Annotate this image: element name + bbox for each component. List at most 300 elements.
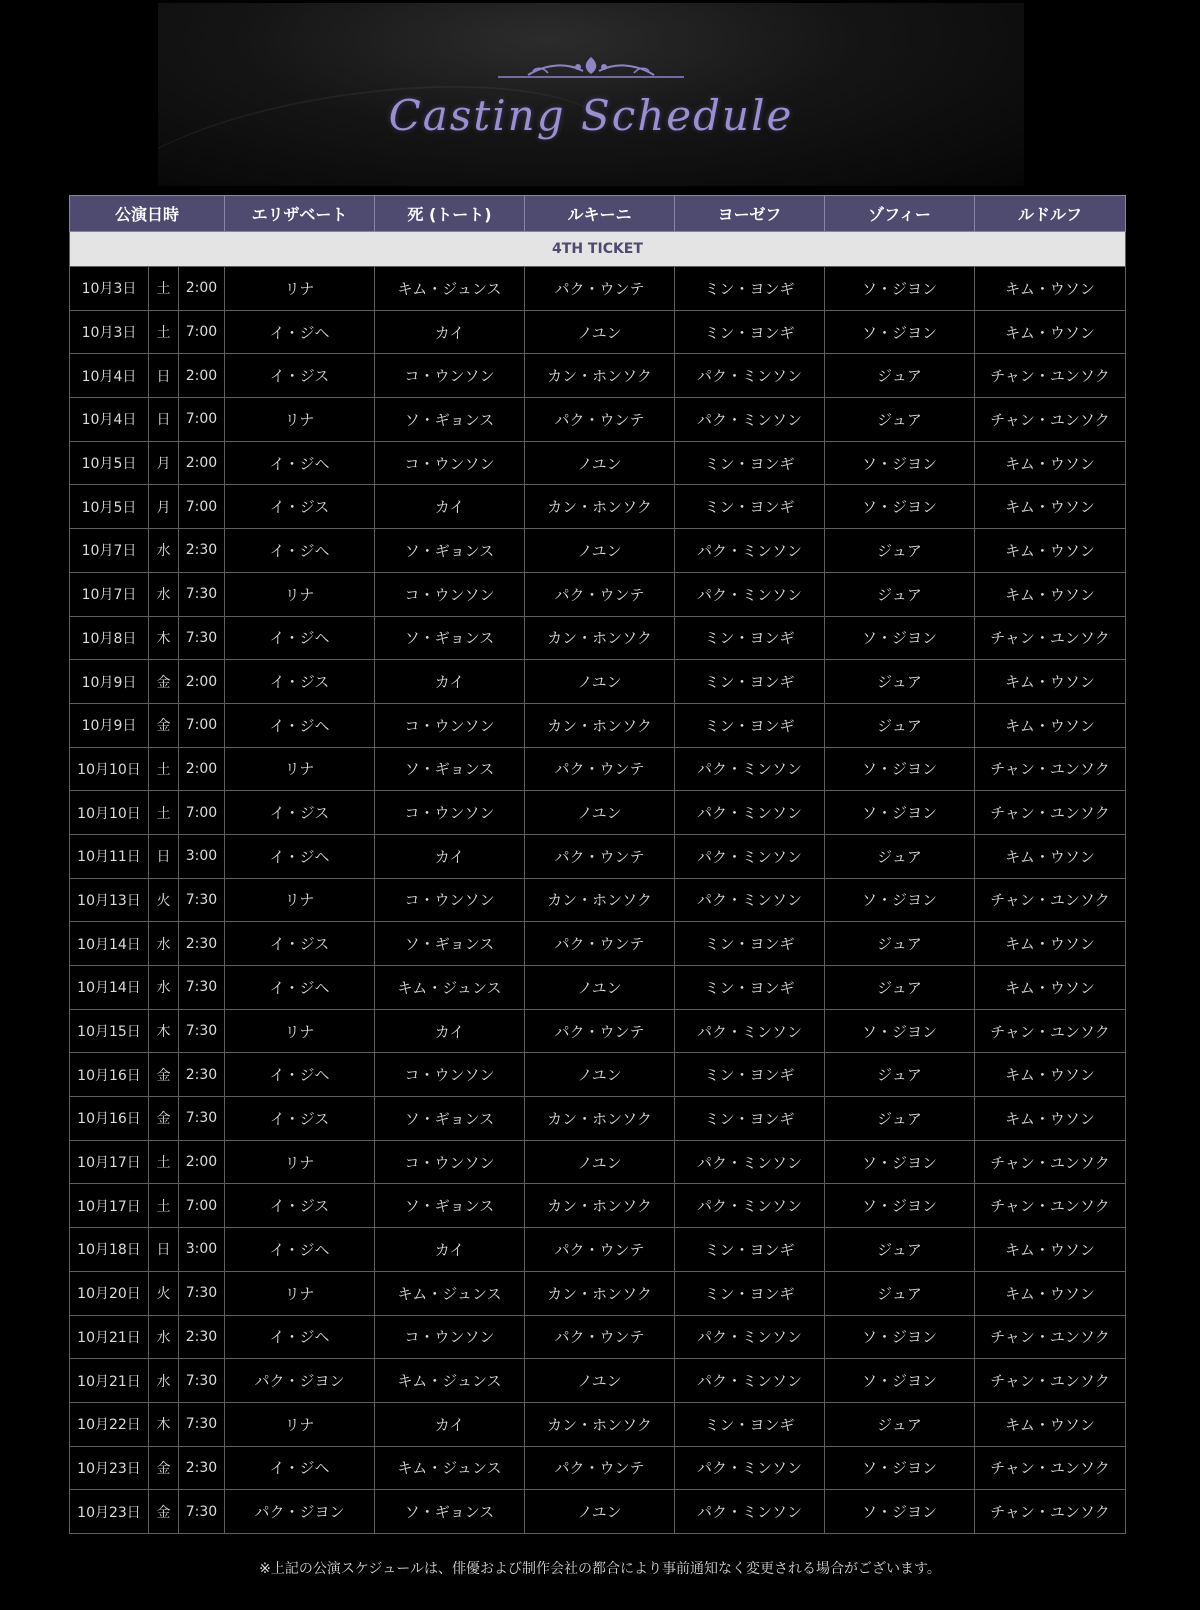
cell-time: 2:00 bbox=[179, 660, 225, 704]
cell-lucheni: ノユン bbox=[525, 1053, 675, 1097]
cell-rudolf: キム・ウソン bbox=[975, 1097, 1126, 1141]
cell-date: 10月4日 bbox=[70, 354, 149, 398]
cell-elisabeth: イ・ジス bbox=[225, 660, 375, 704]
cell-franz-joseph: ミン・ヨンギ bbox=[675, 703, 825, 747]
cell-lucheni: ノユン bbox=[525, 1490, 675, 1534]
cell-day: 土 bbox=[149, 1184, 179, 1228]
casting-schedule-table bbox=[69, 195, 1126, 1534]
cell-day: 日 bbox=[149, 354, 179, 398]
cell-lucheni: ノユン bbox=[525, 310, 675, 354]
cell-day: 金 bbox=[149, 703, 179, 747]
header-datetime: 公演日時 bbox=[70, 196, 225, 232]
cell-elisabeth: イ・ジス bbox=[225, 922, 375, 966]
cell-day: 金 bbox=[149, 1053, 179, 1097]
cell-day: 水 bbox=[149, 1359, 179, 1403]
cell-franz-joseph: パク・ミンソン bbox=[675, 1184, 825, 1228]
cell-franz-joseph: パク・ミンソン bbox=[675, 1009, 825, 1053]
cell-day: 金 bbox=[149, 1490, 179, 1534]
cell-time: 2:00 bbox=[179, 747, 225, 791]
cell-franz-joseph: パク・ミンソン bbox=[675, 1140, 825, 1184]
cell-lucheni: ノユン bbox=[525, 1359, 675, 1403]
cell-sophie: ソ・ジヨン bbox=[825, 1490, 975, 1534]
cell-tod: コ・ウンソン bbox=[375, 441, 525, 485]
cell-tod: ソ・ギョンス bbox=[375, 616, 525, 660]
table-row bbox=[70, 267, 1126, 311]
section-row bbox=[70, 232, 1126, 267]
cell-date: 10月7日 bbox=[70, 529, 149, 573]
cell-elisabeth: イ・ジス bbox=[225, 1097, 375, 1141]
cell-elisabeth: リナ bbox=[225, 878, 375, 922]
cell-date: 10月21日 bbox=[70, 1359, 149, 1403]
flourish-ornament-icon bbox=[498, 53, 684, 83]
table-row bbox=[70, 660, 1126, 704]
cell-lucheni: パク・ウンテ bbox=[525, 1446, 675, 1490]
cell-franz-joseph: ミン・ヨンギ bbox=[675, 660, 825, 704]
cell-tod: カイ bbox=[375, 1009, 525, 1053]
table-row bbox=[70, 1446, 1126, 1490]
cell-date: 10月17日 bbox=[70, 1184, 149, 1228]
cell-day: 木 bbox=[149, 1009, 179, 1053]
cell-franz-joseph: パク・ミンソン bbox=[675, 1490, 825, 1534]
cell-time: 7:00 bbox=[179, 485, 225, 529]
cell-rudolf: キム・ウソン bbox=[975, 1053, 1126, 1097]
cell-elisabeth: イ・ジヘ bbox=[225, 529, 375, 573]
cell-tod: ソ・ギョンス bbox=[375, 922, 525, 966]
table-row bbox=[70, 791, 1126, 835]
cell-time: 7:00 bbox=[179, 310, 225, 354]
table-body bbox=[70, 232, 1126, 1534]
cell-lucheni: カン・ホンソク bbox=[525, 616, 675, 660]
cell-rudolf: チャン・ユンソク bbox=[975, 354, 1126, 398]
cell-elisabeth: イ・ジヘ bbox=[225, 1446, 375, 1490]
cell-lucheni: パク・ウンテ bbox=[525, 267, 675, 311]
cell-lucheni: ノユン bbox=[525, 791, 675, 835]
cell-time: 7:30 bbox=[179, 1490, 225, 1534]
cell-date: 10月22日 bbox=[70, 1402, 149, 1446]
cell-date: 10月14日 bbox=[70, 966, 149, 1010]
cell-date: 10月17日 bbox=[70, 1140, 149, 1184]
cell-time: 7:30 bbox=[179, 966, 225, 1010]
cell-date: 10月8日 bbox=[70, 616, 149, 660]
table-row bbox=[70, 398, 1126, 442]
cell-tod: ソ・ギョンス bbox=[375, 747, 525, 791]
cell-tod: コ・ウンソン bbox=[375, 354, 525, 398]
cell-rudolf: キム・ウソン bbox=[975, 660, 1126, 704]
cell-franz-joseph: ミン・ヨンギ bbox=[675, 1097, 825, 1141]
cell-elisabeth: イ・ジス bbox=[225, 1184, 375, 1228]
table-header-row bbox=[70, 196, 1126, 232]
cell-franz-joseph: ミン・ヨンギ bbox=[675, 267, 825, 311]
cell-rudolf: キム・ウソン bbox=[975, 1228, 1126, 1272]
cell-tod: コ・ウンソン bbox=[375, 1053, 525, 1097]
table-row bbox=[70, 1490, 1126, 1534]
table-row bbox=[70, 441, 1126, 485]
cell-sophie: ジュア bbox=[825, 398, 975, 442]
cell-elisabeth: イ・ジヘ bbox=[225, 441, 375, 485]
cell-rudolf: キム・ウソン bbox=[975, 267, 1126, 311]
banner-title: Casting Schedule bbox=[388, 91, 794, 140]
cell-time: 7:30 bbox=[179, 1271, 225, 1315]
table-row bbox=[70, 1228, 1126, 1272]
cell-franz-joseph: ミン・ヨンギ bbox=[675, 1402, 825, 1446]
cell-time: 2:00 bbox=[179, 441, 225, 485]
cell-date: 10月14日 bbox=[70, 922, 149, 966]
cell-elisabeth: パク・ジヨン bbox=[225, 1490, 375, 1534]
cell-franz-joseph: ミン・ヨンギ bbox=[675, 485, 825, 529]
cell-time: 3:00 bbox=[179, 834, 225, 878]
cell-franz-joseph: ミン・ヨンギ bbox=[675, 966, 825, 1010]
cell-franz-joseph: ミン・ヨンギ bbox=[675, 616, 825, 660]
cell-sophie: ソ・ジヨン bbox=[825, 1009, 975, 1053]
cell-lucheni: パク・ウンテ bbox=[525, 1009, 675, 1053]
cell-time: 7:00 bbox=[179, 1184, 225, 1228]
cell-sophie: ジュア bbox=[825, 354, 975, 398]
cell-day: 金 bbox=[149, 1446, 179, 1490]
cell-date: 10月5日 bbox=[70, 485, 149, 529]
cell-day: 木 bbox=[149, 616, 179, 660]
section-label: 4TH TICKET bbox=[70, 232, 1126, 267]
cell-elisabeth: イ・ジヘ bbox=[225, 834, 375, 878]
cell-sophie: ソ・ジヨン bbox=[825, 747, 975, 791]
cell-tod: キム・ジュンス bbox=[375, 1446, 525, 1490]
cell-franz-joseph: パク・ミンソン bbox=[675, 791, 825, 835]
cell-time: 2:00 bbox=[179, 1140, 225, 1184]
table-row bbox=[70, 1184, 1126, 1228]
cell-time: 3:00 bbox=[179, 1228, 225, 1272]
cell-franz-joseph: ミン・ヨンギ bbox=[675, 1053, 825, 1097]
cell-rudolf: キム・ウソン bbox=[975, 1402, 1126, 1446]
cell-time: 7:30 bbox=[179, 1402, 225, 1446]
cell-time: 2:30 bbox=[179, 1446, 225, 1490]
cell-lucheni: パク・ウンテ bbox=[525, 398, 675, 442]
cell-lucheni: カン・ホンソク bbox=[525, 878, 675, 922]
cell-elisabeth: リナ bbox=[225, 267, 375, 311]
cell-day: 水 bbox=[149, 922, 179, 966]
cell-sophie: ソ・ジヨン bbox=[825, 1359, 975, 1403]
cell-lucheni: カン・ホンソク bbox=[525, 1271, 675, 1315]
cell-tod: カイ bbox=[375, 1228, 525, 1272]
cell-sophie: ジュア bbox=[825, 1228, 975, 1272]
table-row bbox=[70, 354, 1126, 398]
cell-time: 7:00 bbox=[179, 398, 225, 442]
cell-elisabeth: イ・ジヘ bbox=[225, 1053, 375, 1097]
cell-tod: コ・ウンソン bbox=[375, 1140, 525, 1184]
cell-rudolf: チャン・ユンソク bbox=[975, 398, 1126, 442]
cell-elisabeth: イ・ジス bbox=[225, 485, 375, 529]
cell-date: 10月3日 bbox=[70, 267, 149, 311]
cell-tod: ソ・ギョンス bbox=[375, 1490, 525, 1534]
cell-tod: ソ・ギョンス bbox=[375, 529, 525, 573]
table-row bbox=[70, 1097, 1126, 1141]
cell-rudolf: チャン・ユンソク bbox=[975, 1490, 1126, 1534]
table-row bbox=[70, 747, 1126, 791]
cell-day: 木 bbox=[149, 1402, 179, 1446]
cell-lucheni: ノユン bbox=[525, 1140, 675, 1184]
table-row bbox=[70, 1009, 1126, 1053]
cell-sophie: ソ・ジヨン bbox=[825, 1315, 975, 1359]
cell-sophie: ジュア bbox=[825, 1097, 975, 1141]
table-row bbox=[70, 1271, 1126, 1315]
cell-time: 7:30 bbox=[179, 1359, 225, 1403]
cell-sophie: ジュア bbox=[825, 1053, 975, 1097]
cell-sophie: ソ・ジヨン bbox=[825, 485, 975, 529]
cell-elisabeth: リナ bbox=[225, 572, 375, 616]
table-row bbox=[70, 703, 1126, 747]
cell-lucheni: カン・ホンソク bbox=[525, 703, 675, 747]
cell-date: 10月7日 bbox=[70, 572, 149, 616]
cell-date: 10月16日 bbox=[70, 1097, 149, 1141]
cell-sophie: ソ・ジヨン bbox=[825, 267, 975, 311]
cell-tod: コ・ウンソン bbox=[375, 791, 525, 835]
cell-time: 2:30 bbox=[179, 529, 225, 573]
cell-elisabeth: イ・ジヘ bbox=[225, 1228, 375, 1272]
cell-day: 日 bbox=[149, 834, 179, 878]
cell-rudolf: チャン・ユンソク bbox=[975, 1359, 1126, 1403]
table-row bbox=[70, 1315, 1126, 1359]
cell-elisabeth: イ・ジヘ bbox=[225, 966, 375, 1010]
cell-lucheni: パク・ウンテ bbox=[525, 747, 675, 791]
cell-franz-joseph: パク・ミンソン bbox=[675, 572, 825, 616]
cell-rudolf: キム・ウソン bbox=[975, 1271, 1126, 1315]
cell-date: 10月21日 bbox=[70, 1315, 149, 1359]
cell-lucheni: ノユン bbox=[525, 966, 675, 1010]
header-rudolf: ルドルフ bbox=[975, 196, 1126, 232]
table-row bbox=[70, 1053, 1126, 1097]
table-row bbox=[70, 1359, 1126, 1403]
cell-day: 土 bbox=[149, 310, 179, 354]
table-row bbox=[70, 616, 1126, 660]
cell-sophie: ジュア bbox=[825, 922, 975, 966]
cell-rudolf: チャン・ユンソク bbox=[975, 1009, 1126, 1053]
header-lucheni: ルキーニ bbox=[525, 196, 675, 232]
header-franz-joseph: ヨーゼフ bbox=[675, 196, 825, 232]
cell-tod: カイ bbox=[375, 485, 525, 529]
table-row bbox=[70, 1402, 1126, 1446]
header-sophie: ゾフィー bbox=[825, 196, 975, 232]
cell-time: 7:30 bbox=[179, 1009, 225, 1053]
cell-lucheni: パク・ウンテ bbox=[525, 572, 675, 616]
cell-date: 10月10日 bbox=[70, 791, 149, 835]
cell-sophie: ジュア bbox=[825, 1271, 975, 1315]
cell-tod: コ・ウンソン bbox=[375, 572, 525, 616]
cell-sophie: ソ・ジヨン bbox=[825, 1140, 975, 1184]
cell-lucheni: ノユン bbox=[525, 529, 675, 573]
cell-elisabeth: リナ bbox=[225, 747, 375, 791]
cell-lucheni: ノユン bbox=[525, 660, 675, 704]
cell-date: 10月13日 bbox=[70, 878, 149, 922]
table-row bbox=[70, 1140, 1126, 1184]
cell-tod: カイ bbox=[375, 660, 525, 704]
cell-lucheni: パク・ウンテ bbox=[525, 1228, 675, 1272]
cell-time: 7:00 bbox=[179, 791, 225, 835]
cell-day: 日 bbox=[149, 398, 179, 442]
cell-lucheni: カン・ホンソク bbox=[525, 1184, 675, 1228]
cell-elisabeth: イ・ジス bbox=[225, 354, 375, 398]
cell-sophie: ソ・ジヨン bbox=[825, 310, 975, 354]
cell-date: 10月3日 bbox=[70, 310, 149, 354]
cell-day: 金 bbox=[149, 660, 179, 704]
cell-date: 10月4日 bbox=[70, 398, 149, 442]
cell-date: 10月18日 bbox=[70, 1228, 149, 1272]
cell-rudolf: キム・ウソン bbox=[975, 703, 1126, 747]
cell-time: 2:30 bbox=[179, 1315, 225, 1359]
cell-franz-joseph: パク・ミンソン bbox=[675, 1359, 825, 1403]
cell-sophie: ソ・ジヨン bbox=[825, 616, 975, 660]
cell-time: 7:30 bbox=[179, 1097, 225, 1141]
cell-franz-joseph: パク・ミンソン bbox=[675, 398, 825, 442]
table-row bbox=[70, 834, 1126, 878]
cell-date: 10月9日 bbox=[70, 660, 149, 704]
cell-time: 2:30 bbox=[179, 922, 225, 966]
cell-lucheni: カン・ホンソク bbox=[525, 485, 675, 529]
cell-rudolf: キム・ウソン bbox=[975, 485, 1126, 529]
cell-sophie: ジュア bbox=[825, 703, 975, 747]
cell-day: 火 bbox=[149, 1271, 179, 1315]
cell-elisabeth: リナ bbox=[225, 1009, 375, 1053]
cell-day: 土 bbox=[149, 747, 179, 791]
cell-franz-joseph: パク・ミンソン bbox=[675, 1446, 825, 1490]
cell-rudolf: チャン・ユンソク bbox=[975, 791, 1126, 835]
cell-day: 水 bbox=[149, 529, 179, 573]
cell-rudolf: キム・ウソン bbox=[975, 529, 1126, 573]
cell-rudolf: キム・ウソン bbox=[975, 441, 1126, 485]
cell-time: 7:30 bbox=[179, 878, 225, 922]
table-row bbox=[70, 529, 1126, 573]
table-row bbox=[70, 485, 1126, 529]
cell-lucheni: パク・ウンテ bbox=[525, 1315, 675, 1359]
cell-tod: カイ bbox=[375, 834, 525, 878]
cell-franz-joseph: パク・ミンソン bbox=[675, 354, 825, 398]
cell-tod: キム・ジュンス bbox=[375, 1271, 525, 1315]
cell-sophie: ジュア bbox=[825, 834, 975, 878]
cell-date: 10月23日 bbox=[70, 1446, 149, 1490]
table-row bbox=[70, 310, 1126, 354]
cell-time: 2:00 bbox=[179, 354, 225, 398]
cell-lucheni: ノユン bbox=[525, 441, 675, 485]
cell-elisabeth: イ・ジヘ bbox=[225, 1315, 375, 1359]
cell-tod: カイ bbox=[375, 310, 525, 354]
table-row bbox=[70, 572, 1126, 616]
cell-tod: ソ・ギョンス bbox=[375, 1184, 525, 1228]
cell-rudolf: チャン・ユンソク bbox=[975, 1140, 1126, 1184]
cell-date: 10月9日 bbox=[70, 703, 149, 747]
cell-franz-joseph: パク・ミンソン bbox=[675, 1315, 825, 1359]
cell-sophie: ソ・ジヨン bbox=[825, 441, 975, 485]
cell-elisabeth: イ・ジヘ bbox=[225, 616, 375, 660]
cell-lucheni: パク・ウンテ bbox=[525, 922, 675, 966]
cell-sophie: ソ・ジヨン bbox=[825, 878, 975, 922]
cell-tod: キム・ジュンス bbox=[375, 966, 525, 1010]
cell-franz-joseph: ミン・ヨンギ bbox=[675, 1271, 825, 1315]
header-elisabeth: エリザベート bbox=[225, 196, 375, 232]
cell-lucheni: カン・ホンソク bbox=[525, 354, 675, 398]
cell-sophie: ジュア bbox=[825, 572, 975, 616]
cell-day: 火 bbox=[149, 878, 179, 922]
cell-franz-joseph: パク・ミンソン bbox=[675, 529, 825, 573]
footer-note: ※上記の公演スケジュールは、俳優および制作会社の都合により事前通知なく変更される場合がございます。 bbox=[259, 1561, 941, 1577]
cell-elisabeth: リナ bbox=[225, 1140, 375, 1184]
cell-day: 水 bbox=[149, 966, 179, 1010]
cell-sophie: ソ・ジヨン bbox=[825, 1184, 975, 1228]
cell-day: 土 bbox=[149, 1140, 179, 1184]
cell-franz-joseph: パク・ミンソン bbox=[675, 878, 825, 922]
cell-tod: コ・ウンソン bbox=[375, 703, 525, 747]
cell-elisabeth: イ・ジス bbox=[225, 791, 375, 835]
cell-tod: コ・ウンソン bbox=[375, 878, 525, 922]
cell-franz-joseph: ミン・ヨンギ bbox=[675, 1228, 825, 1272]
cell-time: 7:00 bbox=[179, 703, 225, 747]
cell-tod: キム・ジュンス bbox=[375, 1359, 525, 1403]
cell-sophie: ジュア bbox=[825, 660, 975, 704]
cell-sophie: ジュア bbox=[825, 529, 975, 573]
table-row bbox=[70, 966, 1126, 1010]
cell-rudolf: チャン・ユンソク bbox=[975, 1184, 1126, 1228]
cell-elisabeth: リナ bbox=[225, 398, 375, 442]
table-row bbox=[70, 922, 1126, 966]
cell-elisabeth: リナ bbox=[225, 1271, 375, 1315]
cell-tod: カイ bbox=[375, 1402, 525, 1446]
cell-franz-joseph: ミン・ヨンギ bbox=[675, 310, 825, 354]
cell-lucheni: パク・ウンテ bbox=[525, 834, 675, 878]
cell-date: 10月15日 bbox=[70, 1009, 149, 1053]
cell-rudolf: チャン・ユンソク bbox=[975, 747, 1126, 791]
cell-day: 水 bbox=[149, 1315, 179, 1359]
cell-date: 10月20日 bbox=[70, 1271, 149, 1315]
cell-sophie: ジュア bbox=[825, 1402, 975, 1446]
cell-day: 金 bbox=[149, 1097, 179, 1141]
cell-elisabeth: イ・ジヘ bbox=[225, 310, 375, 354]
cell-elisabeth: リナ bbox=[225, 1402, 375, 1446]
cell-rudolf: チャン・ユンソク bbox=[975, 616, 1126, 660]
cell-time: 2:00 bbox=[179, 267, 225, 311]
cell-rudolf: チャン・ユンソク bbox=[975, 878, 1126, 922]
cell-rudolf: キム・ウソン bbox=[975, 922, 1126, 966]
cell-sophie: ソ・ジヨン bbox=[825, 1446, 975, 1490]
cell-elisabeth: イ・ジヘ bbox=[225, 703, 375, 747]
cell-day: 土 bbox=[149, 791, 179, 835]
cell-lucheni: カン・ホンソク bbox=[525, 1097, 675, 1141]
cell-tod: ソ・ギョンス bbox=[375, 1097, 525, 1141]
cell-lucheni: カン・ホンソク bbox=[525, 1402, 675, 1446]
cell-franz-joseph: ミン・ヨンギ bbox=[675, 441, 825, 485]
cell-date: 10月16日 bbox=[70, 1053, 149, 1097]
cell-elisabeth: パク・ジヨン bbox=[225, 1359, 375, 1403]
cell-date: 10月5日 bbox=[70, 441, 149, 485]
cell-sophie: ジュア bbox=[825, 966, 975, 1010]
cell-date: 10月10日 bbox=[70, 747, 149, 791]
cell-tod: ソ・ギョンス bbox=[375, 398, 525, 442]
cell-date: 10月23日 bbox=[70, 1490, 149, 1534]
cell-rudolf: キム・ウソン bbox=[975, 834, 1126, 878]
cell-tod: キム・ジュンス bbox=[375, 267, 525, 311]
cell-day: 水 bbox=[149, 572, 179, 616]
cell-sophie: ソ・ジヨン bbox=[825, 791, 975, 835]
cell-rudolf: チャン・ユンソク bbox=[975, 1446, 1126, 1490]
header-banner bbox=[158, 3, 1024, 186]
cell-day: 日 bbox=[149, 1228, 179, 1272]
cell-day: 土 bbox=[149, 267, 179, 311]
cell-date: 10月11日 bbox=[70, 834, 149, 878]
cell-franz-joseph: パク・ミンソン bbox=[675, 747, 825, 791]
cell-time: 2:30 bbox=[179, 1053, 225, 1097]
cell-time: 7:30 bbox=[179, 616, 225, 660]
cell-rudolf: キム・ウソン bbox=[975, 310, 1126, 354]
cell-franz-joseph: パク・ミンソン bbox=[675, 834, 825, 878]
header-tod: 死 (トート) bbox=[375, 196, 525, 232]
cell-tod: コ・ウンソン bbox=[375, 1315, 525, 1359]
cell-time: 7:30 bbox=[179, 572, 225, 616]
cell-franz-joseph: ミン・ヨンギ bbox=[675, 922, 825, 966]
